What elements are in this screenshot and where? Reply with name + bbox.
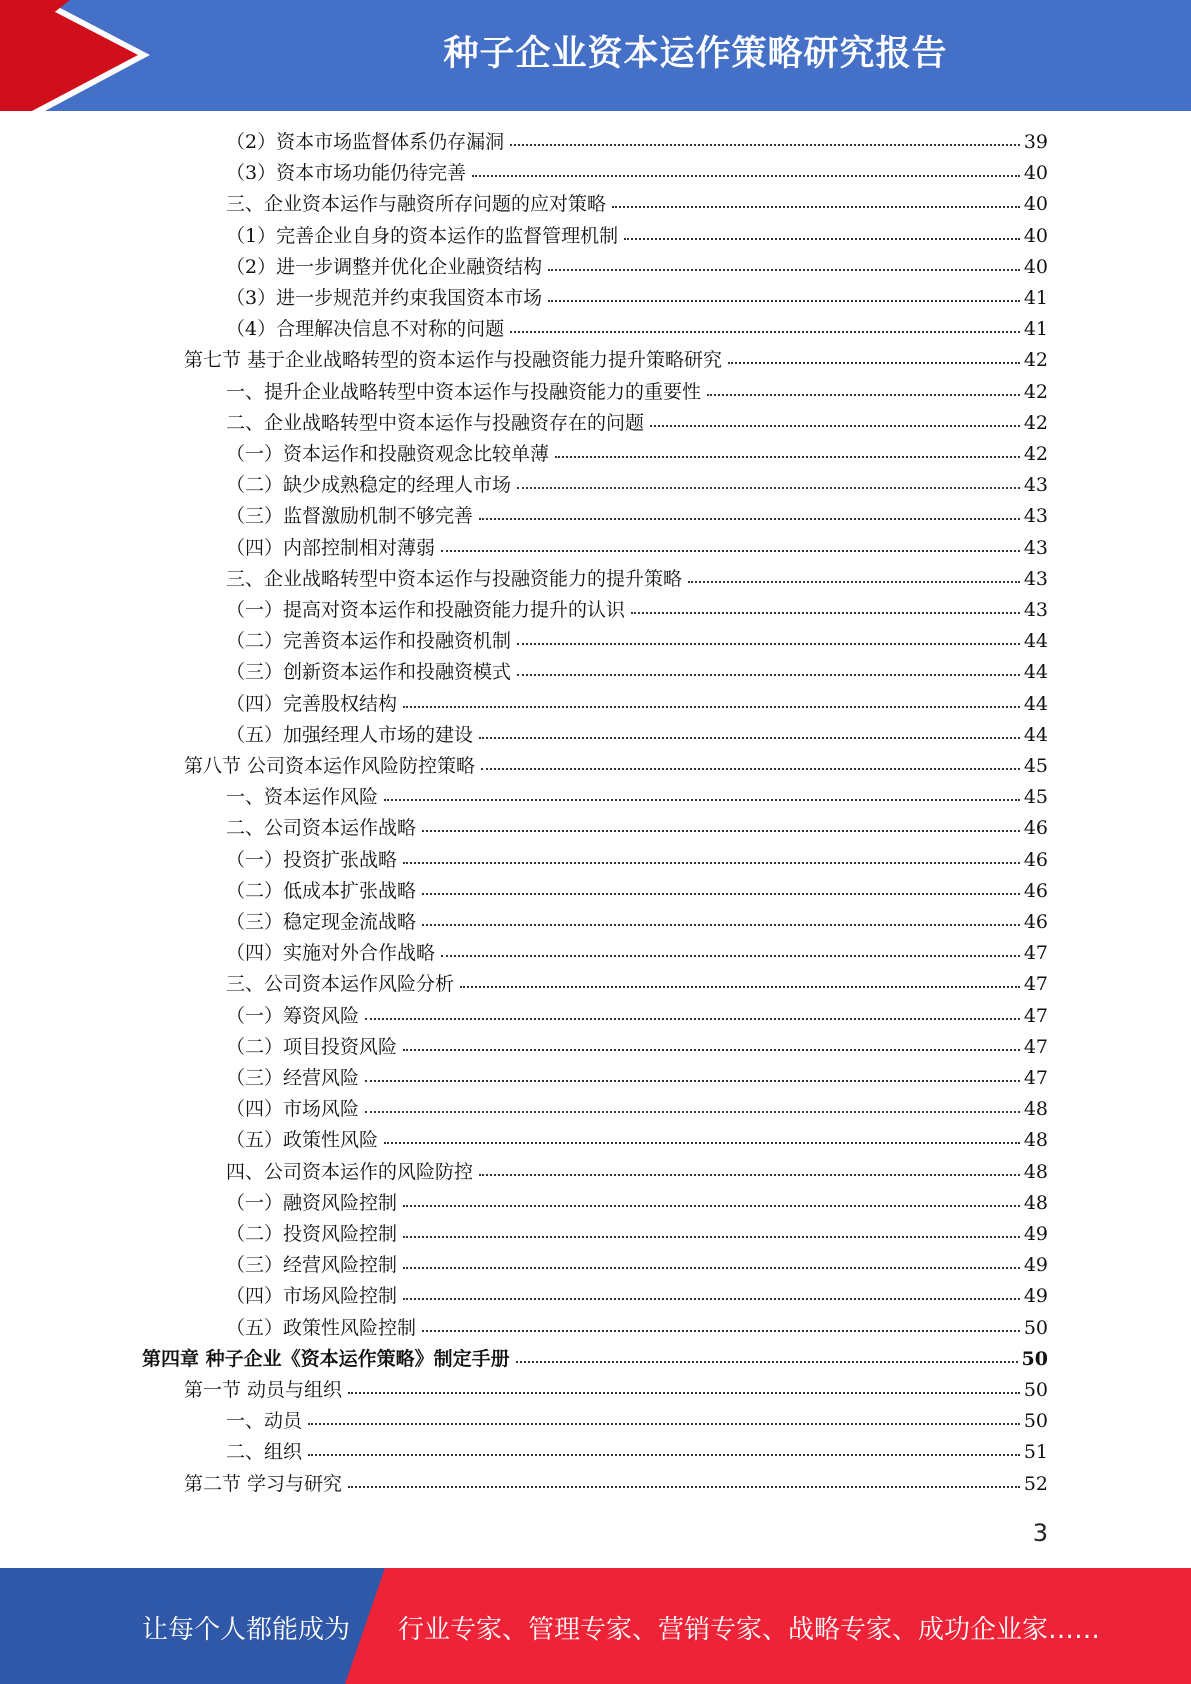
toc-entry[interactable] bbox=[226, 439, 1048, 469]
report-title: 种子企业资本运作策略研究报告 bbox=[443, 34, 948, 74]
toc-entry[interactable] bbox=[226, 1219, 1048, 1249]
toc-entry[interactable] bbox=[226, 782, 1048, 812]
toc-dot-leader bbox=[517, 674, 1020, 676]
header-arrow-decoration bbox=[0, 0, 160, 111]
toc-entry-page: 50 bbox=[1021, 1348, 1048, 1370]
toc-entry-title: （一）筹资风险 bbox=[226, 1005, 360, 1027]
toc-entry[interactable] bbox=[226, 1406, 1048, 1436]
page-header bbox=[0, 0, 1191, 111]
toc-dot-leader bbox=[422, 830, 1020, 832]
toc-entry-page: 42 bbox=[1023, 412, 1048, 434]
toc-entry[interactable] bbox=[226, 1001, 1048, 1031]
toc-entry-page: 46 bbox=[1023, 817, 1048, 839]
toc-entry-title: （四）内部控制相对薄弱 bbox=[226, 537, 436, 559]
toc-dot-leader bbox=[555, 456, 1020, 458]
toc-entry-title: 三、公司资本运作风险分析 bbox=[226, 973, 455, 995]
toc-entry-page: 48 bbox=[1023, 1098, 1048, 1120]
toc-entry-title: 一、资本运作风险 bbox=[226, 786, 379, 808]
toc-entry-title: （二）投资风险控制 bbox=[226, 1223, 398, 1245]
toc-dot-leader bbox=[348, 1392, 1020, 1394]
toc-entry-page: 43 bbox=[1023, 599, 1048, 621]
toc-dot-leader bbox=[548, 300, 1020, 302]
toc-entry-page: 45 bbox=[1023, 755, 1048, 777]
toc-entry-page: 47 bbox=[1023, 942, 1048, 964]
toc-dot-leader bbox=[707, 394, 1020, 396]
toc-entry-page: 43 bbox=[1023, 474, 1048, 496]
toc-entry-title: （四）完善股权结构 bbox=[226, 693, 398, 715]
toc-entry-page: 43 bbox=[1023, 505, 1048, 527]
toc-entry-title: （一）资本运作和投融资观念比较单薄 bbox=[226, 443, 550, 465]
toc-entry-page: 40 bbox=[1023, 256, 1048, 278]
toc-entry-page: 39 bbox=[1023, 131, 1048, 153]
toc-entry-page: 47 bbox=[1023, 1005, 1048, 1027]
toc-entry-page: 44 bbox=[1023, 630, 1048, 652]
toc-entry-title: （三）监督激励机制不够完善 bbox=[226, 505, 474, 527]
toc-entry-page: 50 bbox=[1023, 1379, 1048, 1401]
toc-dot-leader bbox=[441, 955, 1020, 957]
toc-entry-title: （二）项目投资风险 bbox=[226, 1036, 398, 1058]
toc-entry-title: （3）进一步规范并约束我国资本市场 bbox=[226, 287, 543, 309]
toc-dot-leader bbox=[403, 1205, 1020, 1207]
toc-entry-page: 44 bbox=[1023, 693, 1048, 715]
toc-entry-page: 50 bbox=[1023, 1317, 1048, 1339]
toc-entry-title: （五）加强经理人市场的建设 bbox=[226, 724, 474, 746]
toc-dot-leader bbox=[422, 893, 1020, 895]
toc-entry-title: （二）低成本扩张战略 bbox=[226, 880, 417, 902]
toc-entry-title: 第二节 学习与研究 bbox=[184, 1473, 343, 1495]
toc-entry[interactable] bbox=[226, 189, 1048, 219]
toc-entry[interactable] bbox=[226, 595, 1048, 625]
toc-entry-page: 40 bbox=[1023, 193, 1048, 215]
toc-dot-leader bbox=[403, 706, 1020, 708]
toc-entry-title: （四）实施对外合作战略 bbox=[226, 942, 436, 964]
toc-entry[interactable] bbox=[226, 969, 1048, 999]
toc-entry-title: （三）经营风险 bbox=[226, 1067, 360, 1089]
toc-entry[interactable] bbox=[226, 626, 1048, 656]
toc-entry-title: 二、组织 bbox=[226, 1441, 303, 1463]
toc-entry-title: （1）完善企业自身的资本运作的监督管理机制 bbox=[226, 225, 619, 247]
toc-entry[interactable] bbox=[226, 1250, 1048, 1280]
toc-entry-title: （五）政策性风险控制 bbox=[226, 1317, 417, 1339]
toc-dot-leader bbox=[403, 1298, 1020, 1300]
page-number: 3 bbox=[1032, 1519, 1048, 1547]
toc-entry-title: （一）提高对资本运作和投融资能力提升的认识 bbox=[226, 599, 626, 621]
toc-entry-title: （二）缺少成熟稳定的经理人市场 bbox=[226, 474, 512, 496]
toc-entry-page: 40 bbox=[1023, 162, 1048, 184]
toc-entry[interactable] bbox=[226, 377, 1048, 407]
toc-entry-page: 44 bbox=[1023, 661, 1048, 683]
toc-entry[interactable] bbox=[184, 1375, 1048, 1405]
toc-entry[interactable] bbox=[226, 876, 1048, 906]
toc-entry-page: 42 bbox=[1023, 443, 1048, 465]
toc-entry[interactable] bbox=[226, 533, 1048, 563]
toc-dot-leader bbox=[308, 1454, 1020, 1456]
toc-entry-page: 47 bbox=[1023, 1067, 1048, 1089]
toc-entry-title: （4）合理解决信息不对称的问题 bbox=[226, 318, 505, 340]
toc-entry-title: （三）经营风险控制 bbox=[226, 1254, 398, 1276]
toc-dot-leader bbox=[728, 362, 1020, 364]
toc-entry-page: 47 bbox=[1023, 973, 1048, 995]
toc-entry[interactable] bbox=[226, 501, 1048, 531]
toc-entry-title: （三）稳定现金流战略 bbox=[226, 911, 417, 933]
toc-dot-leader bbox=[650, 425, 1020, 427]
toc-entry[interactable] bbox=[184, 345, 1048, 375]
toc-dot-leader bbox=[422, 1330, 1020, 1332]
toc-entry-title: 二、企业战略转型中资本运作与投融资存在的问题 bbox=[226, 412, 645, 434]
toc-entry-title: （四）市场风险控制 bbox=[226, 1285, 398, 1307]
toc-entry[interactable] bbox=[226, 283, 1048, 313]
toc-entry[interactable] bbox=[226, 657, 1048, 687]
toc-entry[interactable] bbox=[226, 1157, 1048, 1187]
toc-entry-page: 49 bbox=[1023, 1285, 1048, 1307]
toc-entry-title: 三、企业战略转型中资本运作与投融资能力的提升策略 bbox=[226, 568, 683, 590]
toc-entry-title: 一、提升企业战略转型中资本运作与投融资能力的重要性 bbox=[226, 381, 702, 403]
toc-entry[interactable] bbox=[226, 564, 1048, 594]
toc-dot-leader bbox=[479, 1174, 1020, 1176]
toc-dot-leader bbox=[631, 612, 1020, 614]
toc-entry[interactable] bbox=[226, 813, 1048, 843]
toc-dot-leader bbox=[548, 269, 1020, 271]
toc-dot-leader bbox=[479, 737, 1020, 739]
toc-entry-title: 第七节 基于企业战略转型的资本运作与投融资能力提升策略研究 bbox=[184, 349, 723, 371]
toc-entry-title: （一）投资扩张战略 bbox=[226, 849, 398, 871]
toc-entry-page: 45 bbox=[1023, 786, 1048, 808]
toc-entry[interactable] bbox=[226, 158, 1048, 188]
toc-entry-page: 40 bbox=[1023, 225, 1048, 247]
toc-entry-page: 46 bbox=[1023, 880, 1048, 902]
toc-entry-page: 48 bbox=[1023, 1129, 1048, 1151]
toc-dot-leader bbox=[422, 924, 1020, 926]
toc-entry[interactable] bbox=[226, 1437, 1048, 1467]
toc-entry-page: 43 bbox=[1023, 568, 1048, 590]
toc-entry-title: 第一节 动员与组织 bbox=[184, 1379, 343, 1401]
toc-entry[interactable] bbox=[226, 1313, 1048, 1343]
toc-entry[interactable] bbox=[226, 1188, 1048, 1218]
toc-entry-page: 44 bbox=[1023, 724, 1048, 746]
toc-dot-leader bbox=[612, 206, 1020, 208]
toc-entry-page: 51 bbox=[1023, 1441, 1048, 1463]
toc-entry[interactable] bbox=[226, 845, 1048, 875]
toc-entry[interactable] bbox=[226, 252, 1048, 282]
footer-slogan-right: 行业专家、管理专家、营销专家、战略专家、成功企业家…… bbox=[398, 1615, 1101, 1645]
toc-entry[interactable] bbox=[226, 1032, 1048, 1062]
toc-entry-title: 第四章 种子企业《资本运作策略》制定手册 bbox=[142, 1348, 510, 1370]
toc-entry-page: 48 bbox=[1023, 1161, 1048, 1183]
toc-entry-page: 49 bbox=[1023, 1254, 1048, 1276]
toc-entry[interactable] bbox=[226, 1125, 1048, 1155]
toc-entry-page: 52 bbox=[1023, 1473, 1048, 1495]
toc-entry[interactable] bbox=[226, 907, 1048, 937]
toc-entry-title: 一、动员 bbox=[226, 1410, 303, 1432]
toc-dot-leader bbox=[517, 487, 1020, 489]
toc-entry-page: 47 bbox=[1023, 1036, 1048, 1058]
toc-entry-title: 四、公司资本运作的风险防控 bbox=[226, 1161, 474, 1183]
toc-entry-title: （3）资本市场功能仍待完善 bbox=[226, 162, 467, 184]
toc-dot-leader bbox=[308, 1423, 1020, 1425]
toc-entry-page: 42 bbox=[1023, 381, 1048, 403]
toc-entry[interactable] bbox=[226, 127, 1048, 157]
toc-dot-leader bbox=[403, 862, 1020, 864]
toc-entry-page: 42 bbox=[1023, 349, 1048, 371]
toc-entry-page: 49 bbox=[1023, 1223, 1048, 1245]
toc-dot-leader bbox=[384, 799, 1020, 801]
toc-entry-page: 50 bbox=[1023, 1410, 1048, 1432]
toc-entry[interactable] bbox=[226, 720, 1048, 750]
toc-dot-leader bbox=[517, 643, 1020, 645]
toc-dot-leader bbox=[403, 1267, 1020, 1269]
toc-dot-leader bbox=[688, 581, 1020, 583]
toc-entry[interactable] bbox=[226, 938, 1048, 968]
toc-entry-title: 三、企业资本运作与融资所存问题的应对策略 bbox=[226, 193, 607, 215]
toc-entry-title: 二、公司资本运作战略 bbox=[226, 817, 417, 839]
toc-dot-leader bbox=[510, 144, 1020, 146]
toc-entry[interactable] bbox=[226, 314, 1048, 344]
toc-entry[interactable] bbox=[226, 221, 1048, 251]
toc-dot-leader bbox=[510, 331, 1020, 333]
toc-entry-title: （一）融资风险控制 bbox=[226, 1192, 398, 1214]
toc-entry-page: 41 bbox=[1023, 318, 1048, 340]
toc-dot-leader bbox=[403, 1236, 1020, 1238]
toc-entry-title: （2）资本市场监督体系仍存漏洞 bbox=[226, 131, 505, 153]
toc-entry[interactable] bbox=[184, 1469, 1048, 1499]
toc-entry[interactable] bbox=[142, 1344, 1048, 1374]
toc-entry-title: （二）完善资本运作和投融资机制 bbox=[226, 630, 512, 652]
toc-entry-title: 第八节 公司资本运作风险防控策略 bbox=[184, 755, 476, 777]
toc-entry-page: 46 bbox=[1023, 849, 1048, 871]
toc-dot-leader bbox=[441, 550, 1020, 552]
toc-dot-leader bbox=[348, 1486, 1020, 1488]
toc-dot-leader bbox=[365, 1080, 1020, 1082]
toc-entry[interactable] bbox=[226, 408, 1048, 438]
toc-entry-title: （三）创新资本运作和投融资模式 bbox=[226, 661, 512, 683]
toc-dot-leader bbox=[365, 1111, 1020, 1113]
toc-entry-page: 41 bbox=[1023, 287, 1048, 309]
toc-dot-leader bbox=[460, 986, 1020, 988]
toc-entry-page: 46 bbox=[1023, 911, 1048, 933]
toc-entry-title: （2）进一步调整并优化企业融资结构 bbox=[226, 256, 543, 278]
toc-entry-title: （四）市场风险 bbox=[226, 1098, 360, 1120]
toc-entry-title: （五）政策性风险 bbox=[226, 1129, 379, 1151]
toc-entry[interactable] bbox=[226, 470, 1048, 500]
toc-entry[interactable] bbox=[226, 1281, 1048, 1311]
toc-dot-leader bbox=[472, 175, 1020, 177]
toc-entry[interactable] bbox=[226, 1063, 1048, 1093]
toc-entry-page: 48 bbox=[1023, 1192, 1048, 1214]
toc-dot-leader bbox=[384, 1142, 1020, 1144]
toc-dot-leader bbox=[365, 1018, 1020, 1020]
toc-entry-page: 43 bbox=[1023, 537, 1048, 559]
toc-entry[interactable] bbox=[226, 689, 1048, 719]
toc-dot-leader bbox=[481, 768, 1020, 770]
toc-dot-leader bbox=[516, 1361, 1018, 1363]
toc-dot-leader bbox=[479, 518, 1020, 520]
toc-entry[interactable] bbox=[226, 1094, 1048, 1124]
toc-dot-leader bbox=[624, 238, 1020, 240]
footer-slogan-left: 让每个人都能成为 bbox=[142, 1615, 351, 1645]
toc-dot-leader bbox=[403, 1049, 1020, 1051]
toc-entry[interactable] bbox=[184, 751, 1048, 781]
